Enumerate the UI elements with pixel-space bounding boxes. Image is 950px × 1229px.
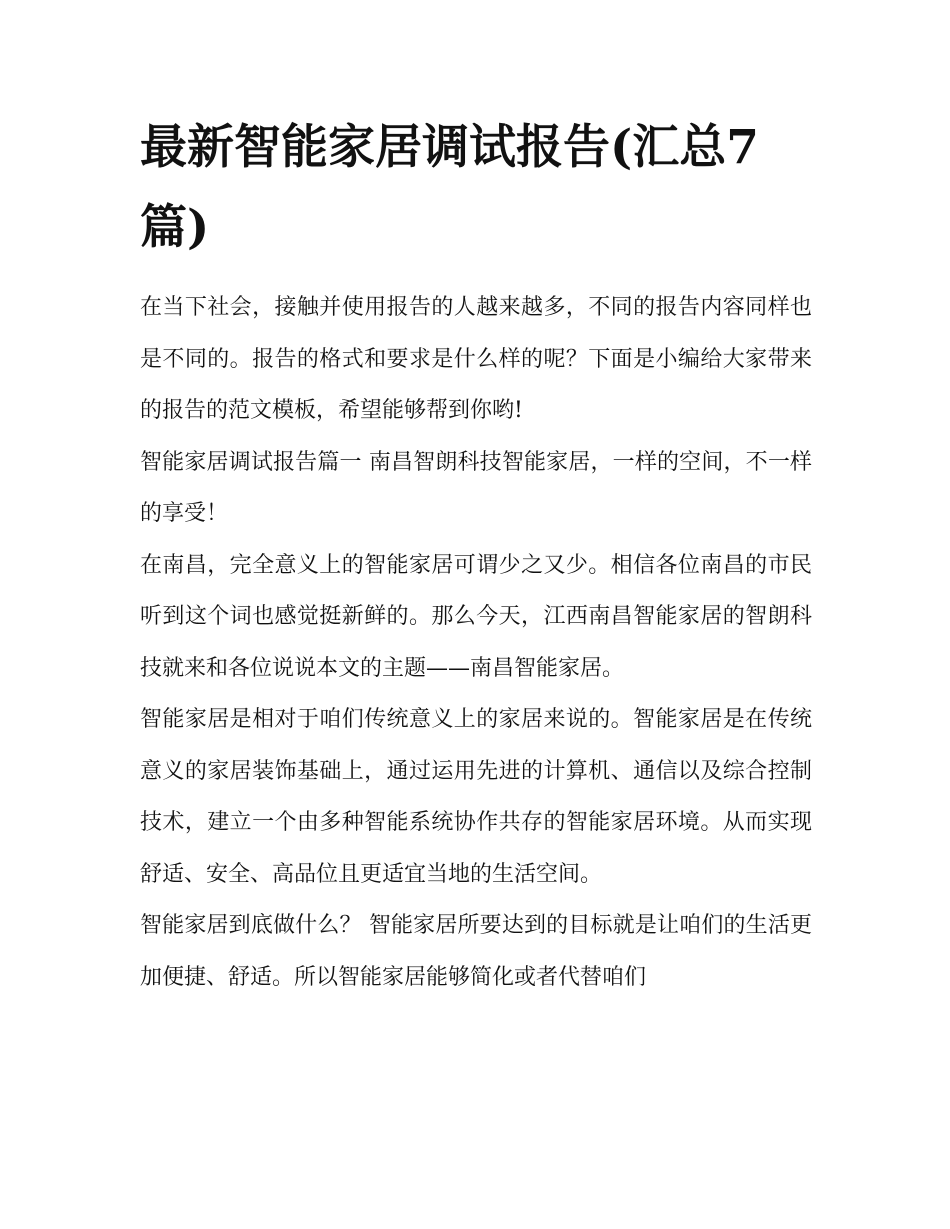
document-page [140,108,812,1003]
body-paragraph: 智能家居到底做什么？ 智能家居所要达到的目标就是让咱们的生活更加便捷、舒适。所以智能家居能够简化或者代替咱们 [140,913,812,990]
document-title: 最新智能家居调试报告(汇总7篇) [140,120,759,255]
intro-paragraph: 在当下社会，接触并使用报告的人越来越多，不同的报告内容同样也是不同的。报告的格式和要求是什么样的呢？下面是小编给大家带来的报告的范文模板，希望能够帮到你哟! [140,295,812,423]
section-heading-paragraph: 智能家居调试报告篇一 南昌智朗科技智能家居，一样的空间，不一样的享受！ [140,449,812,526]
body-paragraph: 在南昌，完全意义上的智能家居可谓少之又少。相信各位南昌的市民听到这个词也感觉挺新鲜的。那么今天，江西南昌智能家居的智朗科技就来和各位说说本文的主题——南昌智能家居。 [140,552,812,681]
body-paragraph: 智能家居是相对于咱们传统意义上的家居来说的。智能家居是在传统意义的家居装饰基础上，通过运用先进的计算机、通信以及综合控制技术，建立一个由多种智能系统协作共存的智能家居环境。从而实现舒适、安全、高品位且更适宜当地的生活空间。 [140,707,812,887]
